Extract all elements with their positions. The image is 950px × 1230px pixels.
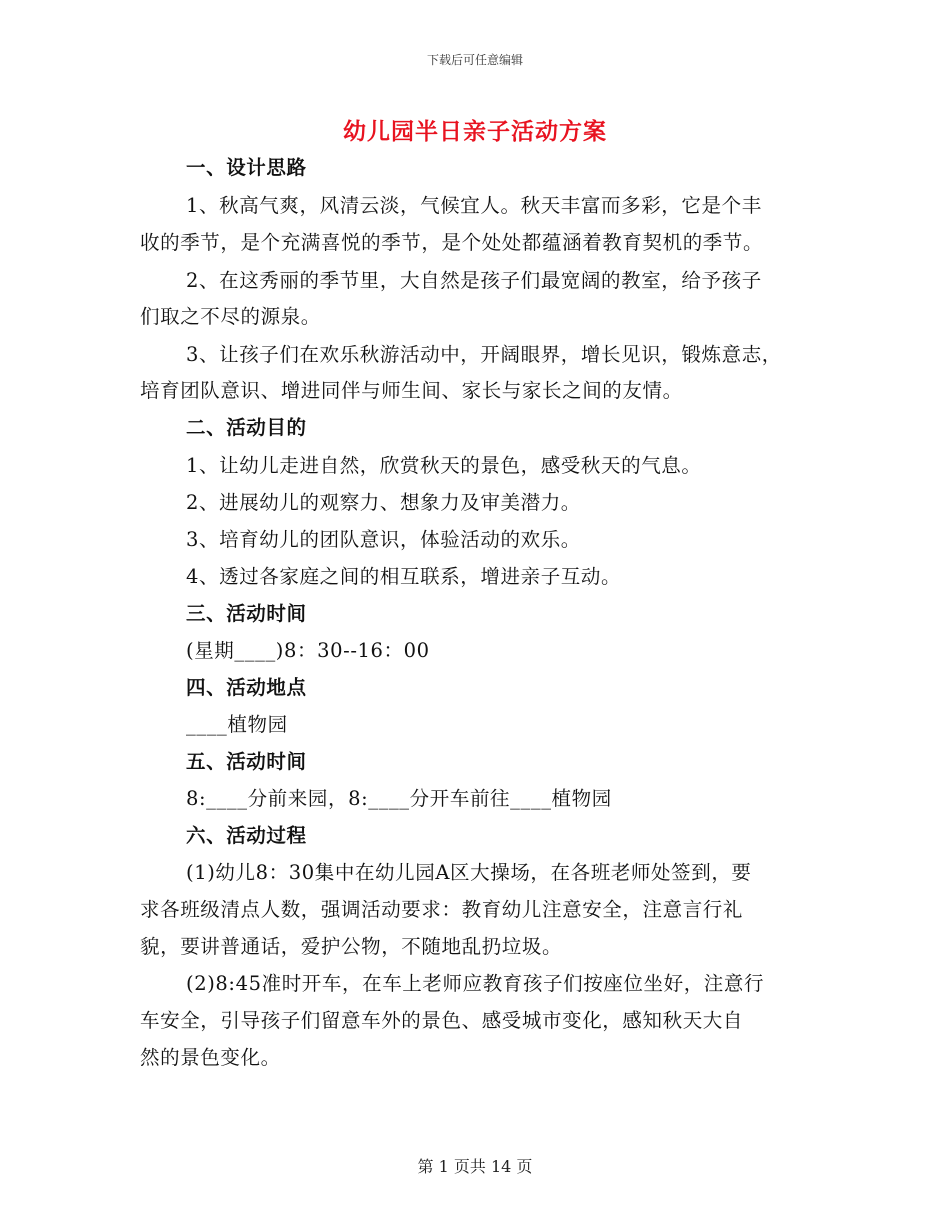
paragraph-line: 们取之不尽的源泉。 [140, 305, 321, 328]
paragraph-line: 1、秋高气爽，风清云淡，气候宜人。秋天丰富而多彩，它是个丰 [186, 194, 762, 217]
paragraph-line: 收的季节，是个充满喜悦的季节，是个处处都蕴涵着教育契机的季节。 [140, 231, 764, 254]
section-heading-1: 一、设计思路 [186, 156, 307, 179]
section-heading-4: 四、活动地点 [186, 676, 307, 699]
schedule-text: 8:____分前来园，8:____分开车前往____植物园 [186, 787, 612, 810]
document-title: 幼儿园半日亲子活动方案 [343, 119, 607, 145]
paragraph-line: 3、让孩子们在欢乐秋游活动中，开阔眼界，增长见识，锻炼意志， [186, 343, 782, 366]
list-item: 2、进展幼儿的观察力、想象力及审美潜力。 [186, 491, 581, 514]
list-item: 3、培育幼儿的团队意识，体验活动的欢乐。 [186, 528, 581, 551]
list-item: 1、让幼儿走进自然，欣赏秋天的景色，感受秋天的气息。 [186, 454, 702, 477]
paragraph-line: 然的景色变化。 [140, 1046, 281, 1069]
activity-time-text: (星期____)8：30--16：00 [186, 639, 430, 662]
paragraph-line: 车安全，引导孩子们留意车外的景色、感受城市变化，感知秋天大自 [140, 1009, 744, 1032]
paragraph-line: 培育团队意识、增进同伴与师生间、家长与家长之间的友情。 [140, 379, 683, 402]
list-item: 4、透过各家庭之间的相互联系，增进亲子互动。 [186, 565, 622, 588]
paragraph-line: (1)幼儿8：30集中在幼儿园A区大操场，在各班老师处签到，要 [186, 861, 752, 884]
header-note: 下载后可任意编辑 [426, 53, 523, 67]
paragraph-line: 貌，要讲普通话，爱护公物，不随地乱扔垃圾。 [140, 935, 563, 958]
paragraph-line: (2)8:45准时开车，在车上老师应教育孩子们按座位坐好，注意行 [186, 972, 765, 995]
section-heading-3: 三、活动时间 [186, 602, 307, 625]
section-heading-6: 六、活动过程 [186, 824, 307, 847]
section-heading-5: 五、活动时间 [186, 750, 307, 773]
activity-location-text: ____植物园 [186, 713, 288, 736]
paragraph-line: 2、在这秀丽的季节里，大自然是孩子们最宽阔的教室，给予孩子 [186, 269, 762, 292]
page-footer: 第 1 页共 14 页 [417, 1157, 533, 1176]
section-heading-2: 二、活动目的 [186, 416, 307, 439]
paragraph-line: 求各班级清点人数，强调活动要求：教育幼儿注意安全，注意言行礼 [140, 898, 744, 921]
